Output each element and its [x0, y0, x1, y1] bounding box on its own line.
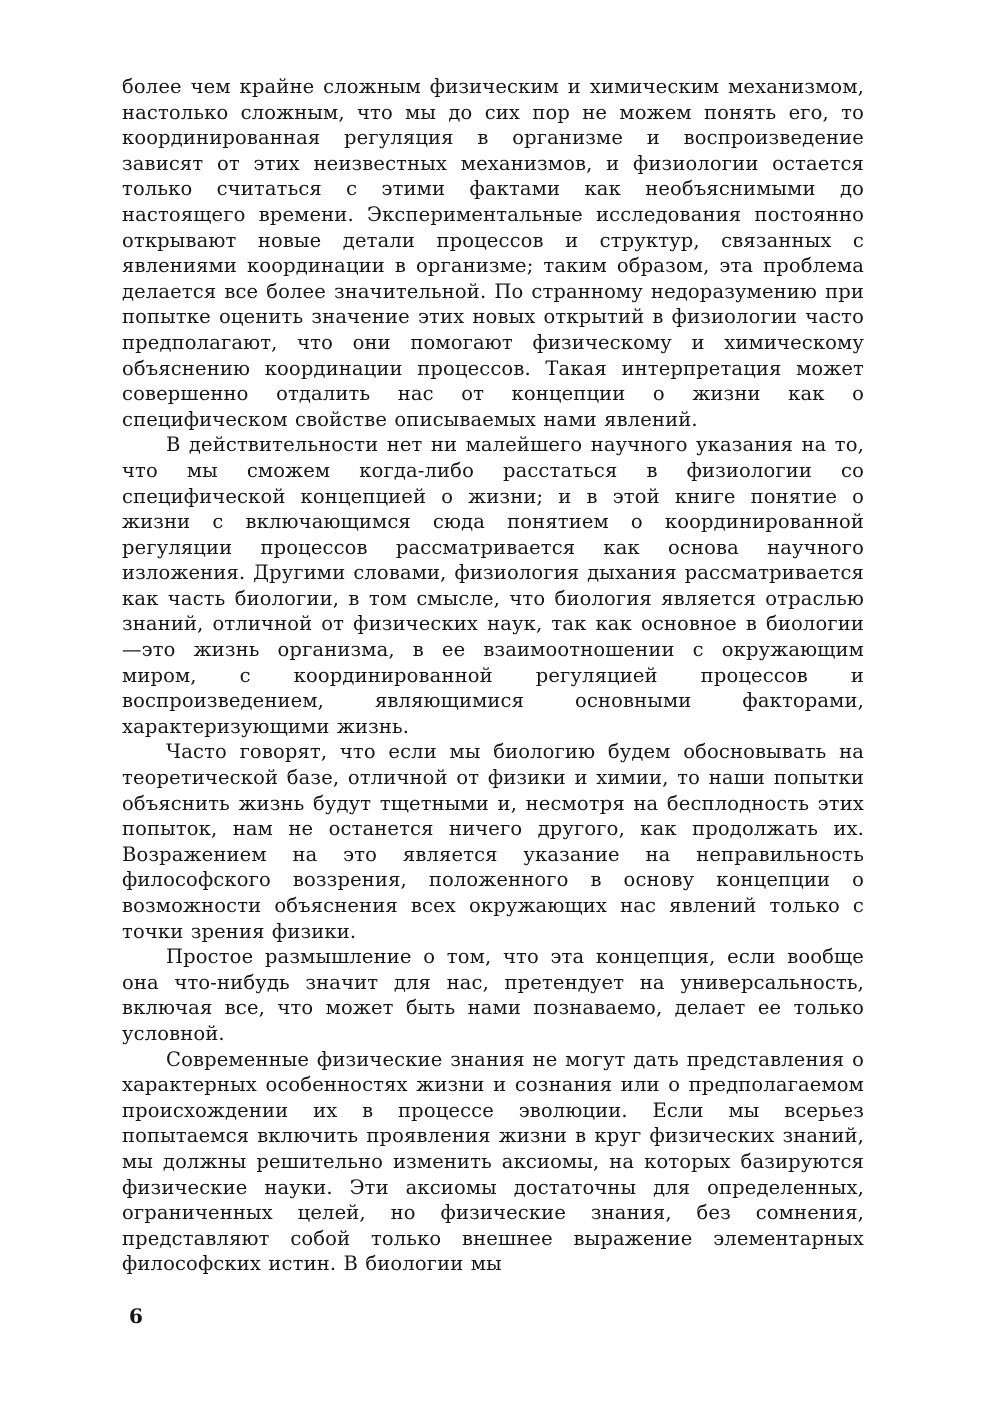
paragraph-2: В действительности нет ни малейшего научного указания на то, что мы сможем когда-либо расстаться в физиологии со специфической концепцией о жизни; и в этой книге понятие о жизни с включающимся сюда понятием о координированной регуляции процессов рассматривается как основа научного изложения. Другими словами, физиология дыхания рассматривается как часть биологии, в том смысле, что биология является отраслью знаний, отличной от физических наук, так как основное в биологии—это жизнь организма, в ее взаимоотношении с окружающим миром, с координированной регуляцией процессов и воспроизведением, являющимися основными факторами, характеризующими жизнь.	[122, 433, 864, 738]
page-number: 6	[129, 1304, 143, 1328]
paragraph-3: Часто говорят, что если мы биологию будем обосновывать на теоретической базе, отличной от физики и химии, то наши попытки объяснить жизнь будут тщетными и, несмотря на бесплодность этих попыток, нам не останется ничего другого, как продолжать их. Возражением на это является указание на неправильность философского воззрения, положенного в основу концепции о возможности объяснения всех окружающих нас явлений только с точки зрения физики.	[122, 740, 864, 943]
paragraph-1: более чем крайне сложным физическим и химическим механизмом, настолько сложным, что мы до сих пор не можем понять его, то координированная регуляция в организме и воспроизведение зависят от этих неизвестных механизмов, и физиологии остается только считаться с этими фактами как необъяснимыми до настоящего времени. Экспериментальные исследования постоянно открывают новые детали процессов и структур, связанных с явлениями координации в организме; таким образом, эта проблема делается все более значительной. По странному недоразумению при попытке оценить значение этих новых открытий в физиологии часто предполагают, что они помогают физическому и химическому объяснению координации процессов. Такая интерпретация может совершенно отдалить нас от концепции о жизни как о специфическом свойстве описываемых нами явлений.	[122, 75, 864, 431]
paragraph-4: Простое размышление о том, что эта концепция, если вообще она что-нибудь значит для нас, претендует на универсальность, включая все, что может быть нами познаваемо, делает ее только условной.	[122, 945, 864, 1045]
paragraph-5: Современные физические знания не могут дать представления о характерных особенностях жизни и сознания или о предполагаемом происхождении их в процессе эволюции. Если мы всерьез попытаемся включить проявления жизни в круг физических знаний, мы должны решительно изменить аксиомы, на которых базируются физические науки. Эти аксиомы достаточны для определенных, ограниченных целей, но физические знания, без сомнения, представляют собой только внешнее выражение элементарных философских истин. В биологии мы	[122, 1047, 864, 1276]
page-text-body	[122, 74, 864, 1277]
